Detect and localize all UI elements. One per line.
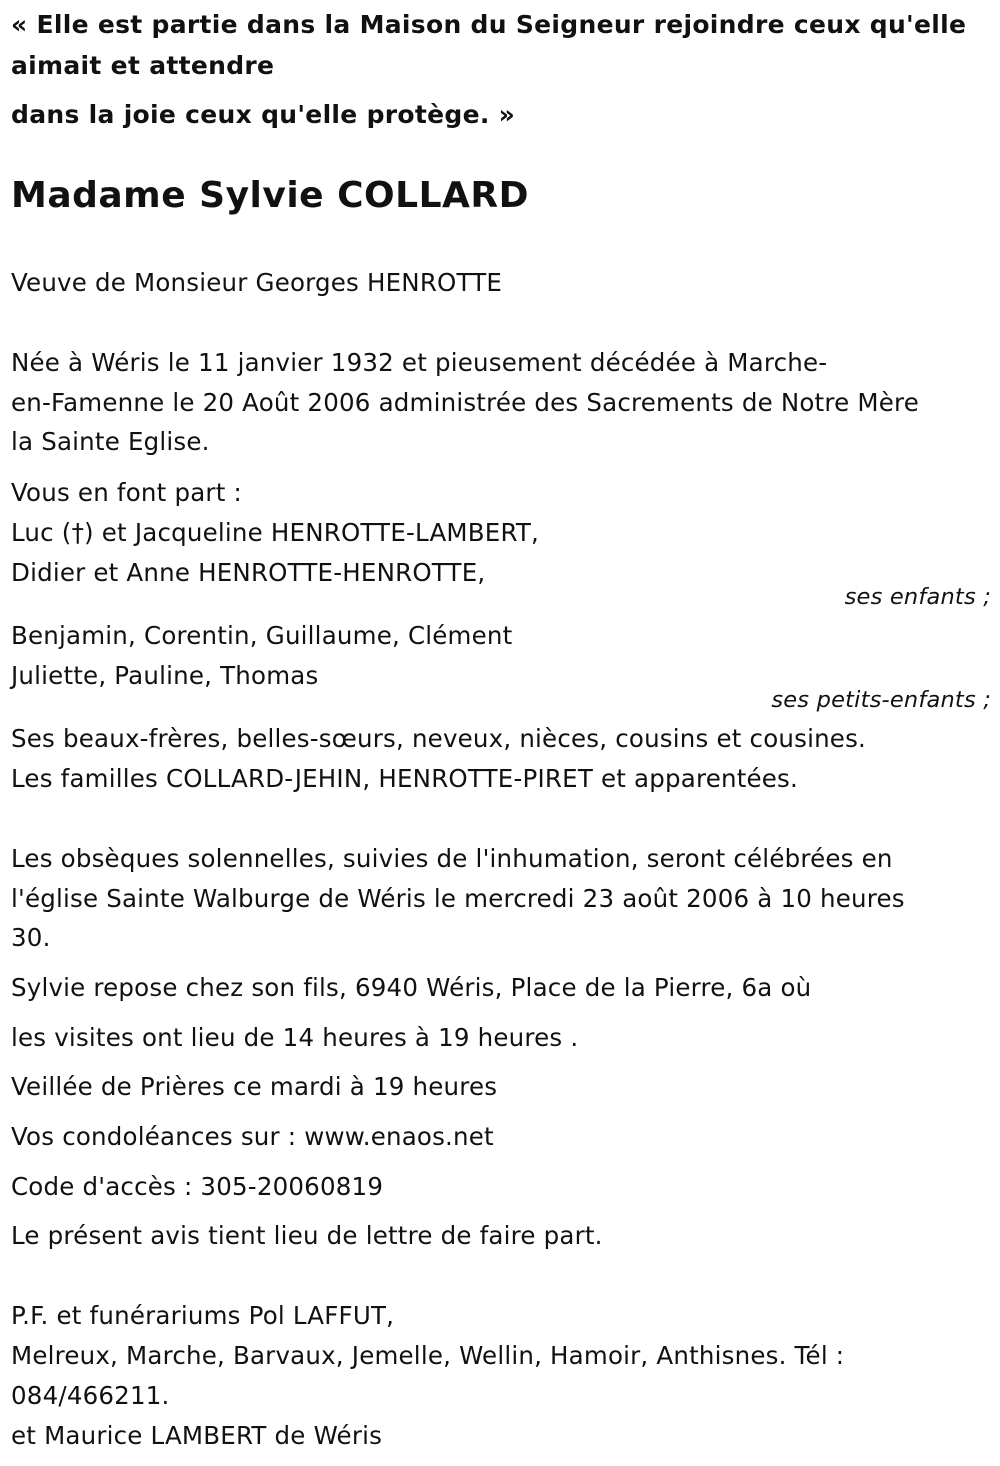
extended-family-line-1: Ses beaux-frères, belles-sœurs, neveux, nièces, cousins et cousines. (11, 724, 867, 753)
children-label: ses enfants ; (844, 584, 991, 610)
quote-line-2: aimait et attendre (11, 51, 275, 80)
birth-death-line-3: la Sainte Eglise. (11, 427, 210, 456)
widow-of: Veuve de Monsieur Georges HENROTTE (11, 268, 503, 297)
ceremony-line-1: Les obsèques solennelles, suivies de l'inhumation, seront célébrées en (11, 844, 893, 873)
grandchildren-line-2: Juliette, Pauline, Thomas (11, 661, 319, 690)
birth-death-line-1: Née à Wéris le 11 janvier 1932 et pieusement décédée à Marche- (11, 348, 828, 377)
visiting-hours: les visites ont lieu de 14 heures à 19 heures . (11, 1023, 579, 1052)
deceased-name: Madame Sylvie COLLARD (11, 175, 529, 216)
quote-line-3: dans la joie ceux qu'elle protège. » (11, 100, 516, 129)
funeral-home-locations: Melreux, Marche, Barvaux, Jemelle, Wellin, Hamoir, Anthisnes. Tél : (11, 1341, 845, 1370)
children-line-2: Didier et Anne HENROTTE-HENROTTE, (11, 558, 486, 587)
children-line-1: Luc (†) et Jacqueline HENROTTE-LAMBERT, (11, 518, 540, 547)
ceremony-line-3: 30. (11, 923, 51, 952)
access-code: Code d'accès : 305-20060819 (11, 1172, 384, 1201)
notice-statement: Le présent avis tient lieu de lettre de faire part. (11, 1221, 603, 1250)
extended-family-line-2: Les familles COLLARD-JEHIN, HENROTTE-PIRET et apparentées. (11, 764, 799, 793)
prayer-vigil: Veillée de Prières ce mardi à 19 heures (11, 1072, 498, 1101)
funeral-home-name: P.F. et funérariums Pol LAFFUT, (11, 1301, 395, 1330)
ceremony-line-2: l'église Sainte Walburge de Wéris le mercredi 23 août 2006 à 10 heures (11, 884, 905, 913)
funeral-home-phone: 084/466211. (11, 1381, 170, 1410)
rest-location: Sylvie repose chez son fils, 6940 Wéris, Place de la Pierre, 6a où (11, 973, 812, 1002)
birth-death-line-2: en-Famenne le 20 Août 2006 administrée des Sacrements de Notre Mère (11, 388, 919, 417)
announcers-intro: Vous en font part : (11, 478, 242, 507)
obituary-notice (11, 0, 991, 1466)
grandchildren-line-1: Benjamin, Corentin, Guillaume, Clément (11, 621, 513, 650)
condolences-website: Vos condoléances sur : www.enaos.net (11, 1122, 494, 1151)
grandchildren-label: ses petits-enfants ; (771, 687, 991, 713)
quote-line-1: « Elle est partie dans la Maison du Seigneur rejoindre ceux qu'elle (11, 10, 967, 39)
funeral-home-partner: et Maurice LAMBERT de Wéris (11, 1421, 383, 1450)
